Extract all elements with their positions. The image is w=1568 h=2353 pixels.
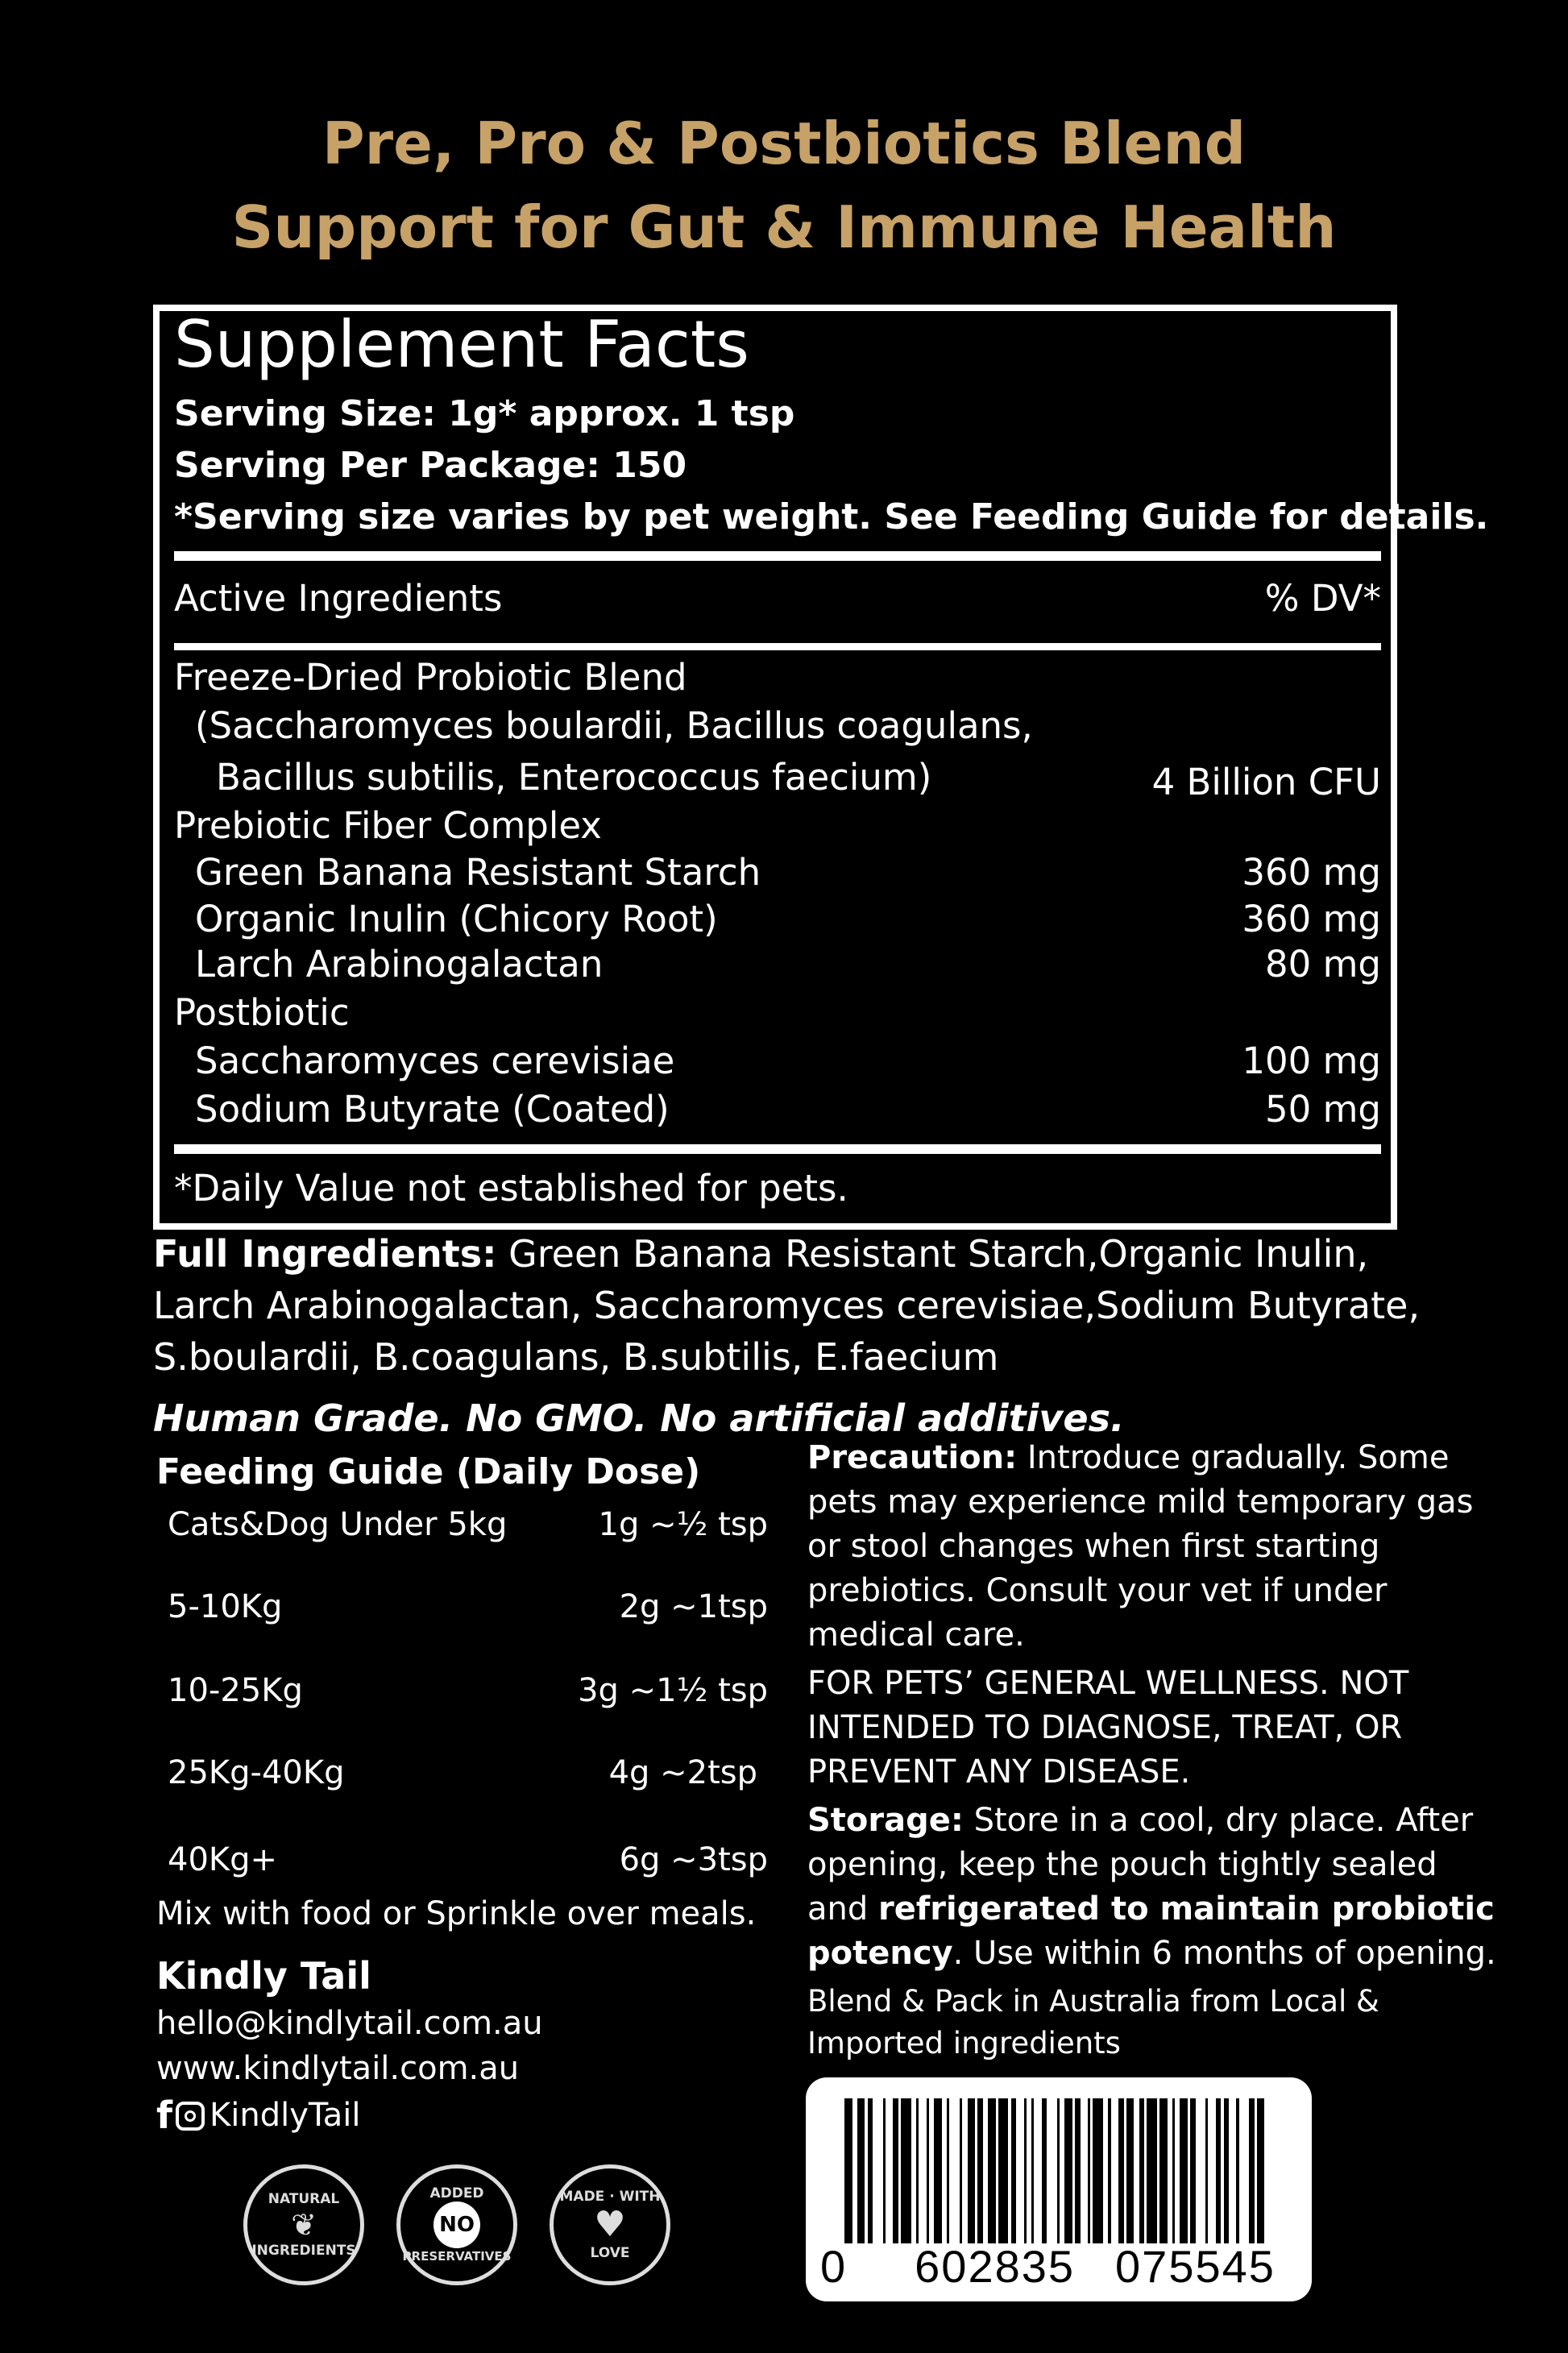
col-dv: % DV* (1264, 577, 1381, 620)
barcode (806, 2077, 1312, 2301)
divider (174, 643, 1381, 650)
origin-line-2: Imported ingredients (807, 2026, 1121, 2060)
col-active-ingredients: Active Ingredients (174, 577, 503, 620)
instagram-icon[interactable] (176, 2102, 205, 2131)
thick-divider (174, 1144, 1381, 1154)
ingredient-row: Larch Arabinogalactan 80 mg (195, 943, 1381, 986)
precaution-line-5: medical care. (807, 1616, 1025, 1654)
natural-ingredients-icon: NATURAL ❦ INGREDIENTS (243, 2164, 364, 2285)
made-with-love-icon: MADE · WITH ♥ LOVE (550, 2164, 670, 2285)
origin-line-1: Blend & Pack in Australia from Local & (807, 1984, 1379, 2019)
brand-website[interactable]: www.kindlytail.com.au (156, 2050, 520, 2087)
ingredient-row: Green Banana Resistant Starch 360 mg (195, 851, 1381, 894)
feeding-row: 40Kg+ 6g ~3tsp (168, 1841, 768, 1878)
probiotic-amount: 4 Billion CFU (1151, 761, 1381, 803)
barcode-number: 0 602835 075545 (820, 2241, 1276, 2292)
postbiotic-heading: Postbiotic (174, 991, 350, 1034)
brand-email[interactable]: hello@kindlytail.com.au (156, 2005, 543, 2042)
storage-line-2: opening, keep the pouch tightly sealed (807, 1846, 1437, 1883)
feeding-guide-title: Feeding Guide (Daily Dose) (156, 1451, 701, 1492)
ingredient-row: Saccharomyces cerevisiae 100 mg (195, 1040, 1381, 1082)
disclaimer-line-3: PREVENT ANY DISEASE. (807, 1753, 1191, 1791)
serving-size: Serving Size: 1g* approx. 1 tsp (174, 393, 795, 434)
disclaimer-line-2: INTENDED TO DIAGNOSE, TREAT, OR (807, 1709, 1403, 1746)
storage-line-3: and refrigerated to maintain probiotic (807, 1890, 1495, 1928)
precaution-line-1: Precaution: Introduce gradually. Some (807, 1439, 1450, 1476)
ingredient-row: Organic Inulin (Chicory Root) 360 mg (195, 898, 1381, 940)
probiotic-blend-name: Freeze-Dried Probiotic Blend (174, 656, 687, 699)
quality-claims: Human Grade. No GMO. No artificial additives. (153, 1396, 1125, 1440)
barcode-bars (844, 2098, 1265, 2243)
dv-footnote: *Daily Value not established for pets. (174, 1167, 848, 1210)
full-ingredients-line-2: Larch Arabinogalactan, Saccharomyces cerevisiae,Sodium Butyrate, (153, 1284, 1421, 1327)
social-handle: KindlyTail (209, 2097, 361, 2134)
precaution-line-4: prebiotics. Consult your vet if under (807, 1572, 1388, 1609)
supplement-facts-title: Supplement Facts (174, 307, 749, 382)
facts-header-row (174, 575, 1381, 622)
thick-divider (174, 551, 1381, 561)
storage-line-1: Storage: Store in a cool, dry place. After (807, 1802, 1474, 1839)
servings-per-package: Serving Per Package: 150 (174, 445, 687, 486)
full-ingredients-line-3: S.boulardii, B.coagulans, B.subtilis, E.faecium (153, 1335, 999, 1379)
disclaimer-line-1: FOR PETS’ GENERAL WELLNESS. NOT (807, 1665, 1409, 1702)
probiotic-strains-line-2: Bacillus subtilis, Enterococcus faecium) 4 Billion CFU (216, 754, 1381, 801)
precaution-line-3: or stool changes when first starting (807, 1528, 1380, 1565)
probiotic-strains-line-1: (Saccharomyces boulardii, Bacillus coagulans, (195, 704, 1033, 747)
precaution-line-2: pets may experience mild temporary gas (807, 1484, 1474, 1521)
storage-line-4: potency. Use within 6 months of opening. (807, 1935, 1496, 1972)
ingredient-row: Sodium Butyrate (Coated) 50 mg (195, 1088, 1381, 1131)
feeding-row: Cats&Dog Under 5kg 1g ~½ tsp (168, 1506, 768, 1543)
feeding-note: Mix with food or Sprinkle over meals. (156, 1895, 757, 1932)
feeding-row: 25Kg-40Kg 4g ~2tsp (168, 1754, 757, 1791)
brand-name: Kindly Tail (156, 1954, 371, 1998)
title-line-1: Pre, Pro & Postbiotics Blend (321, 110, 1247, 177)
serving-note: *Serving size varies by pet weight. See Feeding Guide for details. (174, 496, 1489, 537)
no-added-preservatives-icon: ADDED NO PRESERVATIVES (396, 2164, 517, 2285)
full-ingredients-line-1: Full Ingredients: Green Banana Resistant Starch,Organic Inulin, (153, 1232, 1369, 1276)
facebook-icon[interactable]: f (156, 2094, 173, 2137)
feeding-row: 5-10Kg 2g ~1tsp (168, 1588, 768, 1625)
title-line-2: Support for Gut & Immune Health (231, 193, 1337, 261)
social-row (156, 2094, 360, 2138)
prebiotic-heading: Prebiotic Fiber Complex (174, 804, 602, 847)
feeding-row: 10-25Kg 3g ~1½ tsp (168, 1672, 768, 1709)
